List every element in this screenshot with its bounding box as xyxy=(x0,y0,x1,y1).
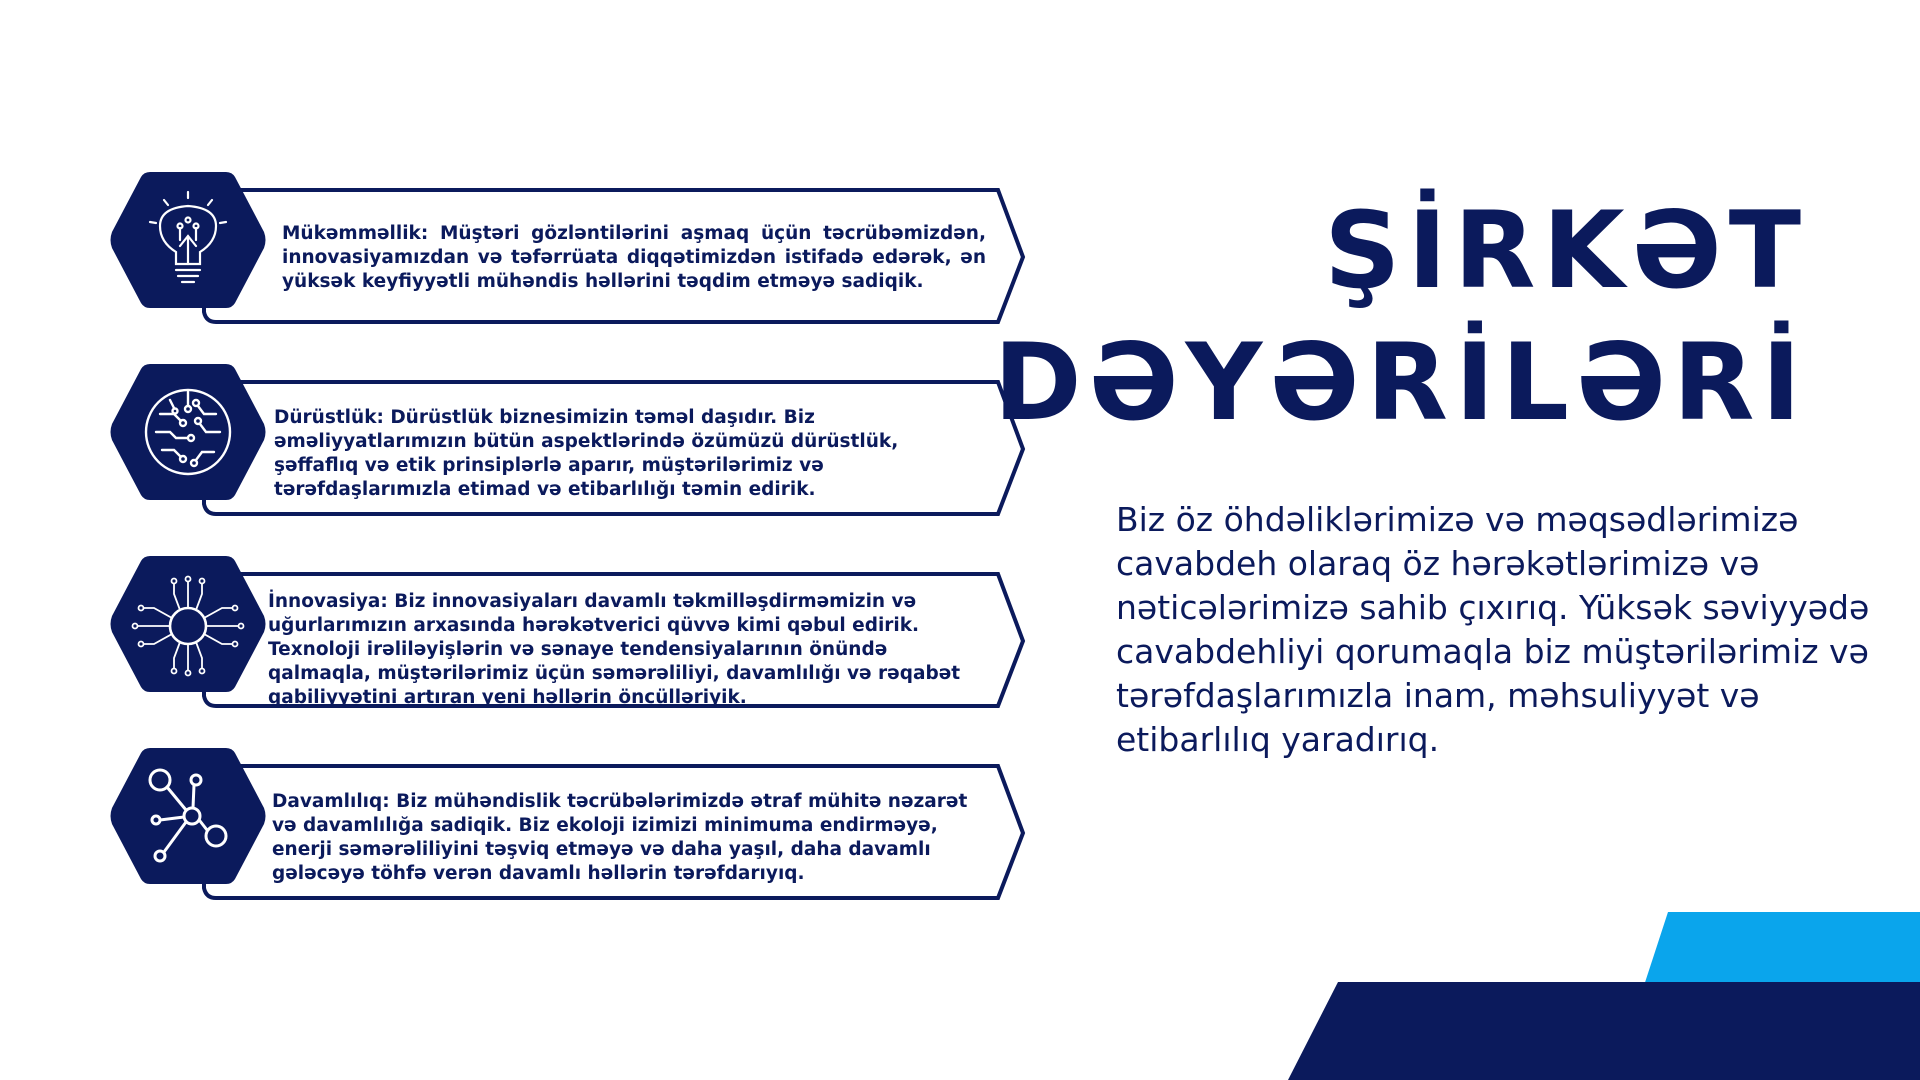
value-text-excellence: Mükəmməllik: Müştəri gözləntilərini aşmaq üçün təcrübəmizdən, innovasiyamızdan və təfərrüata diqqətimizdən istifadə edərək, ən yüksək keyfiyyətli mühəndis həllərini təqdim etməyə sadiqik. xyxy=(282,223,986,292)
accent-stripe-dark xyxy=(1288,982,1920,1080)
value-card-innovation xyxy=(108,554,1028,708)
value-text-sustainability: Davamlılıq: Biz mühəndislik təcrübələrimizdə ətraf mühitə nəzarət və davamlılığa sadiqik. Biz ekoloji izimizi minimuma endirməyə, enerji səmərəliliyini təşviq etməyə və daha yaşıl, daha davamlı gələcəyə töhfə verən davamlı həllərin tərəfdarıyıq. xyxy=(272,791,968,884)
value-text-integrity: Dürüstlük: Dürüstlük biznesimizin təməl daşıdır. Biz əməliyyatlarımızın bütün aspektlərində özümüzü dürüstlük, şəffaflıq və etik prinsiplərlə aparır, müştərilərimiz və tərəfdaşlarımızla etimad və etibarlılığı təmin edirik. xyxy=(274,407,899,500)
page-title-line-1: ŞİRKƏT xyxy=(1324,189,1808,312)
page-title-line-2: DƏYƏRİLƏRİ xyxy=(993,321,1808,444)
circuit-globe-icon xyxy=(108,362,268,502)
network-nodes-icon xyxy=(108,746,268,886)
value-card-sustainability xyxy=(108,746,1028,886)
value-card-excellence xyxy=(108,170,1028,310)
value-card-integrity xyxy=(108,362,1028,502)
intro-paragraph: Biz öz öhdəliklərimizə və məqsədlərimizə cavabdeh olaraq öz hərəkətlərimizə və nəticələrimizə sahib çıxırıq. Yüksək səviyyədə cavabdehliyi qorumaqla biz müştərilərimiz və tərəfdaşlarımızla inam, məhsuliyyət və etibarlılıq yaradırıq. xyxy=(1116,500,1870,759)
circuit-chip-icon xyxy=(108,554,268,694)
lightbulb-icon xyxy=(108,170,268,310)
value-text-innovation: İnnovasiya: Biz innovasiyaları davamlı təkmilləşdirməmizin və uğurlarımızın arxasında hərəkətverici qüvvə kimi qəbul edirik. Texnoloji irəliləyişlərin və sənaye tendensiyalarının önündə qalmaqla, müştərilərimiz üçün səmərəliliyi, davamlılığı və rəqabət qabiliyyətini artıran yeni həllərin öncülləriyik. xyxy=(268,591,961,708)
page-title xyxy=(994,185,1808,449)
accent-stripe-light xyxy=(1636,912,1920,1010)
